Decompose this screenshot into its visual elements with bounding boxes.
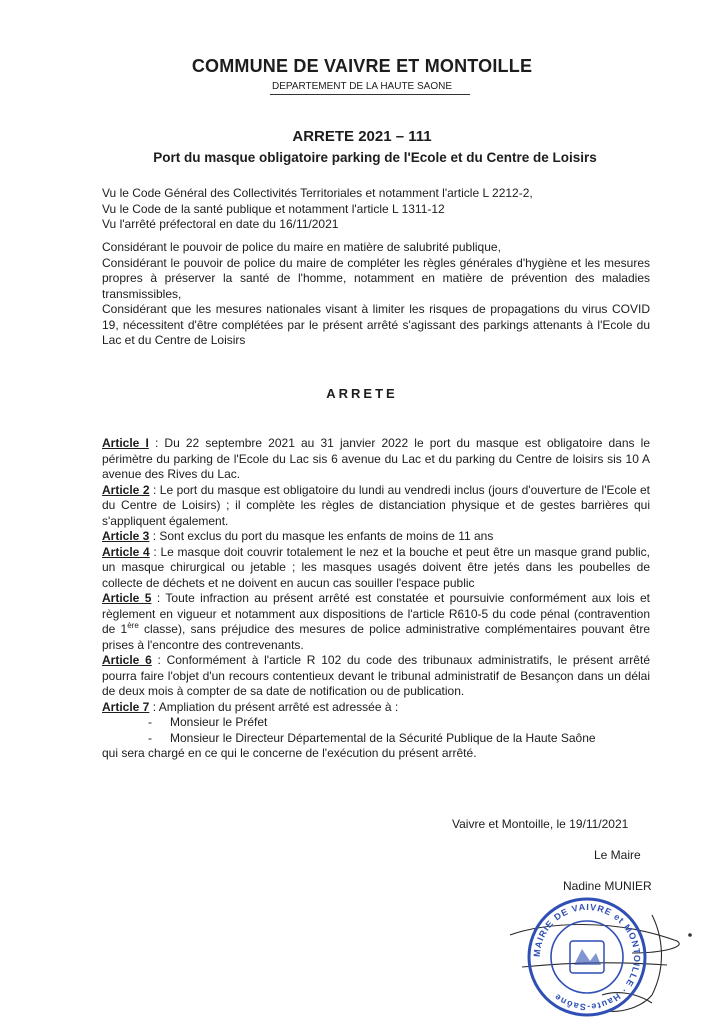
list-dash: - [148,715,152,729]
header-divider [270,94,470,95]
ordinal-superscript: ère [127,621,139,630]
article-label: Article 2 [102,482,150,497]
recipient-text: Monsieur le Préfet [170,715,268,729]
article-7 [102,700,650,716]
department-subheading: DEPARTEMENT DE LA HAUTE SAONE [271,81,453,92]
article-text: : Du 22 septembre 2021 au 31 janvier 2022 le port du masque est obligatoire dans le périmètre du parking de l'Ecole du Lac sis 6 avenue du Lac et du parking du Centre de loisirs sis 10 A avenue des Rives du Lac. [102,436,650,481]
recipient-item [102,715,650,731]
article-label: Article 4 [102,544,150,559]
articles-section [102,436,650,762]
article-text: classe), sans préjudice des mesures de police administrative complémentaires pouvant être prises à l'encontre des contrevenants. [102,622,650,652]
place-and-date: Vaivre et Montoille, le 19/11/2021 [452,817,629,831]
article-6 [102,653,650,700]
article-5 [102,591,650,653]
article-label: Article 6 [102,653,152,667]
article-text: : Conformément à l'article R 102 du code des tribunaux administratifs, le présent arrêté pourra faire l'objet d'un recours contentieux devant le tribunal administratif de Besançon dans un délai de deux mois à compter de sa date de notification ou de publication. [102,653,650,698]
article-label: Article 3 [102,529,150,543]
visa-line: Vu l'arrêté préfectoral en date du 16/11/2021 [102,217,339,231]
considerant-paragraph: Considérant le pouvoir de police du maire en matière de salubrité publique, [102,240,501,254]
commune-heading: COMMUNE DE VAIVRE ET MONTOILLE [191,56,533,76]
article-text: : Le masque doit couvrir totalement le nez et la bouche et peut être un masque grand public, un masque chirurgical ou jetable ; les masques usagés doivent être jetés dans les poubelles de collecte de déchets et ne doivent en aucun cas souiller l'espace public [102,544,651,590]
article-1 [102,436,650,483]
stamp-lettering: MAIRIE DE VAIVRE et MONTOILLE · Haute-Saône [531,901,643,1013]
arrete-heading: ARRETE [326,386,398,401]
considerant-paragraph: Considérant que les mesures nationales visant à limiter les risques de propagations du virus COVID 19, nécessitent d'être complétées par le présent arrêté s'agissant des parkings attenants à l'Ecole du Lac et du Centre de Loisirs [102,302,650,347]
article-text: : Toute infraction au présent arrêté est constatée et poursuivie conformément aux lois et règlement en vigueur et notamment aux dispositions de l'article R610-5 du code pénal (contravention de 1 [102,591,651,636]
recipient-text: Monsieur le Directeur Départemental de la Sécurité Publique de la Haute Saône [170,730,596,745]
closing-line: qui sera chargé en ce qui le concerne de l'exécution du présent arrêté. [102,746,477,760]
article-label: Article I [102,436,149,450]
article-text: : Ampliation du présent arrêté est adressée à : [149,699,399,714]
article-4 [102,545,650,592]
visa-line: Vu le Code de la santé publique et notamment l'article L 1311-12 [102,201,445,216]
article-label: Article 7 [102,699,150,714]
considerants-section [102,240,650,349]
visa-line: Vu le Code Général des Collectivités Territoriales et notamment l'article L 2212-2, [102,186,533,200]
mayor-name: Nadine MUNIER [563,879,652,893]
mayor-title: Le Maire [594,848,641,862]
visas-section [102,186,650,233]
list-dash: - [148,730,152,745]
arrete-number: ARRETE 2021 – 111 [292,128,432,145]
official-stamp-signature [502,895,692,1020]
arrete-subject: Port du masque obligatoire parking de l'Ecole et du Centre de Loisirs [153,150,597,165]
article-label: Article 5 [102,591,152,605]
article-2 [102,483,650,530]
article-3 [102,529,650,545]
article-text: : Le port du masque est obligatoire du lundi au vendredi inclus (jours d'ouverture de l'Ecole et du Centre de Loisirs) ; il complète les règles de distanciation physique et de gestes barrières qui s'appliquent également. [102,482,650,528]
recipient-item [102,731,650,747]
article-text: : Sont exclus du port du masque les enfants de moins de 11 ans [149,529,494,543]
considerant-paragraph: Considérant le pouvoir de police du maire de compléter les règles générales d'hygiène et les mesures propres à préserver la santé de l'homme, notamment en matière de prévention des maladies transmissibles, [102,255,650,301]
